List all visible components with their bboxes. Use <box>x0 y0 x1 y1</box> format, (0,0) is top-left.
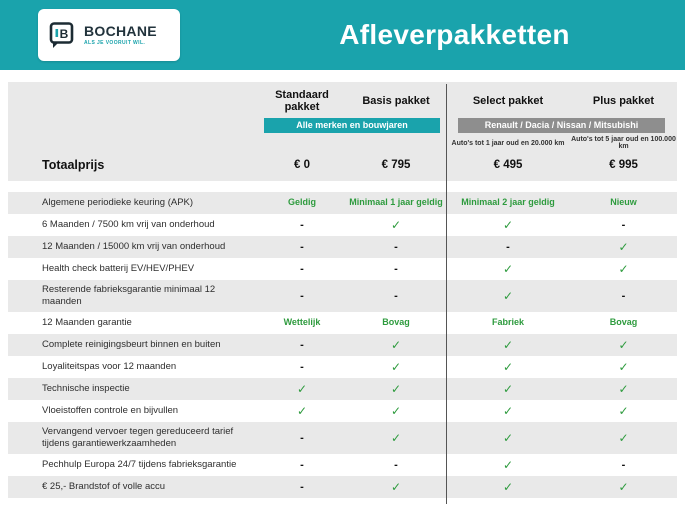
banner-merken: Renault / Dacia / Nissan / Mitsubishi <box>458 118 665 133</box>
row-label: Resterende fabrieksgarantie minimaal 12 maanden <box>42 284 216 307</box>
value-text: Wettelijk <box>283 316 321 327</box>
check-icon: ✓ <box>296 403 308 418</box>
check-icon: ✓ <box>618 337 629 352</box>
column-headers-row <box>8 89 677 113</box>
dash-mark: - <box>300 360 304 373</box>
dash-mark: - <box>394 241 398 254</box>
subnote-select: Auto's tot 1 jaar oud en 20.000 km <box>451 139 565 147</box>
dash-mark: - <box>621 219 626 232</box>
check-icon: ✓ <box>390 337 402 352</box>
bochane-logo-icon <box>48 21 76 49</box>
check-icon: ✓ <box>618 381 629 396</box>
feature-rows <box>8 192 677 498</box>
dash-mark: - <box>394 458 398 471</box>
totaalprijs-row <box>8 158 677 172</box>
banner-alle-merken: Alle merken en bouwjaren <box>264 118 440 133</box>
value-text: Fabriek <box>491 316 524 327</box>
page-title: Afleverpakketten <box>339 19 570 50</box>
column-header-select: Select pakket <box>472 95 544 108</box>
row-label: Vloeistoffen controle en bijvullen <box>42 404 179 416</box>
dash-mark: - <box>300 263 304 276</box>
dash-mark: - <box>300 338 304 351</box>
check-icon: ✓ <box>502 381 514 396</box>
dash-mark: - <box>621 458 626 471</box>
row-label: Health check batterij EV/HEV/PHEV <box>42 263 195 275</box>
check-icon: ✓ <box>390 381 402 396</box>
table-row <box>8 258 677 280</box>
check-icon: ✓ <box>502 337 514 352</box>
check-icon: ✓ <box>390 403 402 418</box>
table-row <box>8 236 677 258</box>
table-row <box>8 476 677 498</box>
column-header-standaard: Standaard pakket <box>275 89 329 114</box>
check-icon: ✓ <box>390 218 402 233</box>
dash-mark: - <box>300 241 304 254</box>
dash-mark: - <box>506 241 510 254</box>
check-icon: ✓ <box>502 288 514 303</box>
check-icon: ✓ <box>390 479 402 494</box>
value-text: Bovag <box>609 316 638 327</box>
row-label: Technische inspectie <box>42 382 130 394</box>
column-divider <box>446 84 447 504</box>
value-text: Geldig <box>287 197 316 208</box>
totaalprijs-standaard: € 0 <box>294 159 310 172</box>
check-icon: ✓ <box>502 457 514 472</box>
check-icon: ✓ <box>502 262 514 277</box>
value-text: Minimaal 2 jaar geldig <box>461 197 555 208</box>
dash-mark: - <box>300 431 304 444</box>
check-icon: ✓ <box>502 479 514 494</box>
check-icon: ✓ <box>390 430 402 445</box>
dash-mark: - <box>394 289 398 302</box>
table-row <box>8 192 677 214</box>
logo-tagline: ALS JE VOORUIT WIL. <box>84 40 146 46</box>
check-icon: ✓ <box>618 359 629 374</box>
bochane-logo <box>38 9 180 61</box>
check-icon: ✓ <box>502 403 514 418</box>
table-row <box>8 356 677 378</box>
dash-mark: - <box>394 263 398 276</box>
subnote-plus: Auto's tot 5 jaar oud en 100.000 km <box>571 136 676 151</box>
table-row <box>8 422 677 454</box>
check-icon: ✓ <box>618 240 629 255</box>
table-row <box>8 378 677 400</box>
bochane-logo-text <box>84 24 157 46</box>
column-header-basis: Basis pakket <box>362 95 430 108</box>
dash-mark: - <box>300 480 304 493</box>
package-table <box>8 82 677 498</box>
row-label: 12 Maanden garantie <box>42 316 132 328</box>
check-icon: ✓ <box>502 218 514 233</box>
row-label: Algemene periodieke keuring (APK) <box>42 197 194 209</box>
table-head <box>8 82 677 181</box>
dash-mark: - <box>300 219 304 232</box>
row-label: Loyaliteitspas voor 12 maanden <box>42 360 177 372</box>
value-text: Minimaal 1 jaar geldig <box>349 197 443 208</box>
totaalprijs-select: € 495 <box>493 159 523 172</box>
check-icon: ✓ <box>618 479 629 494</box>
dash-mark: - <box>621 289 626 302</box>
row-label: € 25,- Brandstof of volle accu <box>42 480 166 492</box>
table-row <box>8 454 677 476</box>
row-label: 12 Maanden / 15000 km vrij van onderhoud <box>42 241 226 253</box>
check-icon: ✓ <box>618 430 629 445</box>
dash-mark: - <box>300 458 304 471</box>
header <box>0 0 685 70</box>
subnotes-row <box>8 133 677 150</box>
table-row <box>8 280 677 312</box>
table-row <box>8 312 677 334</box>
dash-mark: - <box>300 289 304 302</box>
totaalprijs-label: Totaalprijs <box>42 158 105 173</box>
row-label: Pechhulp Europa 24/7 tijdens fabrieksgarantie <box>42 458 237 470</box>
value-text: Bovag <box>382 316 410 327</box>
logo-name: BOCHANE <box>84 23 157 39</box>
column-header-plus: Plus pakket <box>592 95 655 108</box>
totaalprijs-plus: € 995 <box>609 159 638 172</box>
row-label: Complete reinigingsbeurt binnen en buiten <box>42 338 221 350</box>
check-icon: ✓ <box>502 359 514 374</box>
row-label: Vervangend vervoer tegen gereduceerd tarief tijdens garantiewerkzaamheden <box>42 425 234 449</box>
row-label: 6 Maanden / 7500 km vrij van onderhoud <box>42 219 215 231</box>
banners-row <box>8 118 677 133</box>
table-row <box>8 400 677 422</box>
table-row <box>8 214 677 236</box>
check-icon: ✓ <box>618 262 629 277</box>
check-icon: ✓ <box>618 403 629 418</box>
check-icon: ✓ <box>390 359 402 374</box>
check-icon: ✓ <box>296 381 308 396</box>
totaalprijs-basis: € 795 <box>381 159 411 172</box>
svg-text:B: B <box>59 27 69 41</box>
check-icon: ✓ <box>502 430 514 445</box>
table-row <box>8 334 677 356</box>
value-text: Nieuw <box>610 197 637 208</box>
